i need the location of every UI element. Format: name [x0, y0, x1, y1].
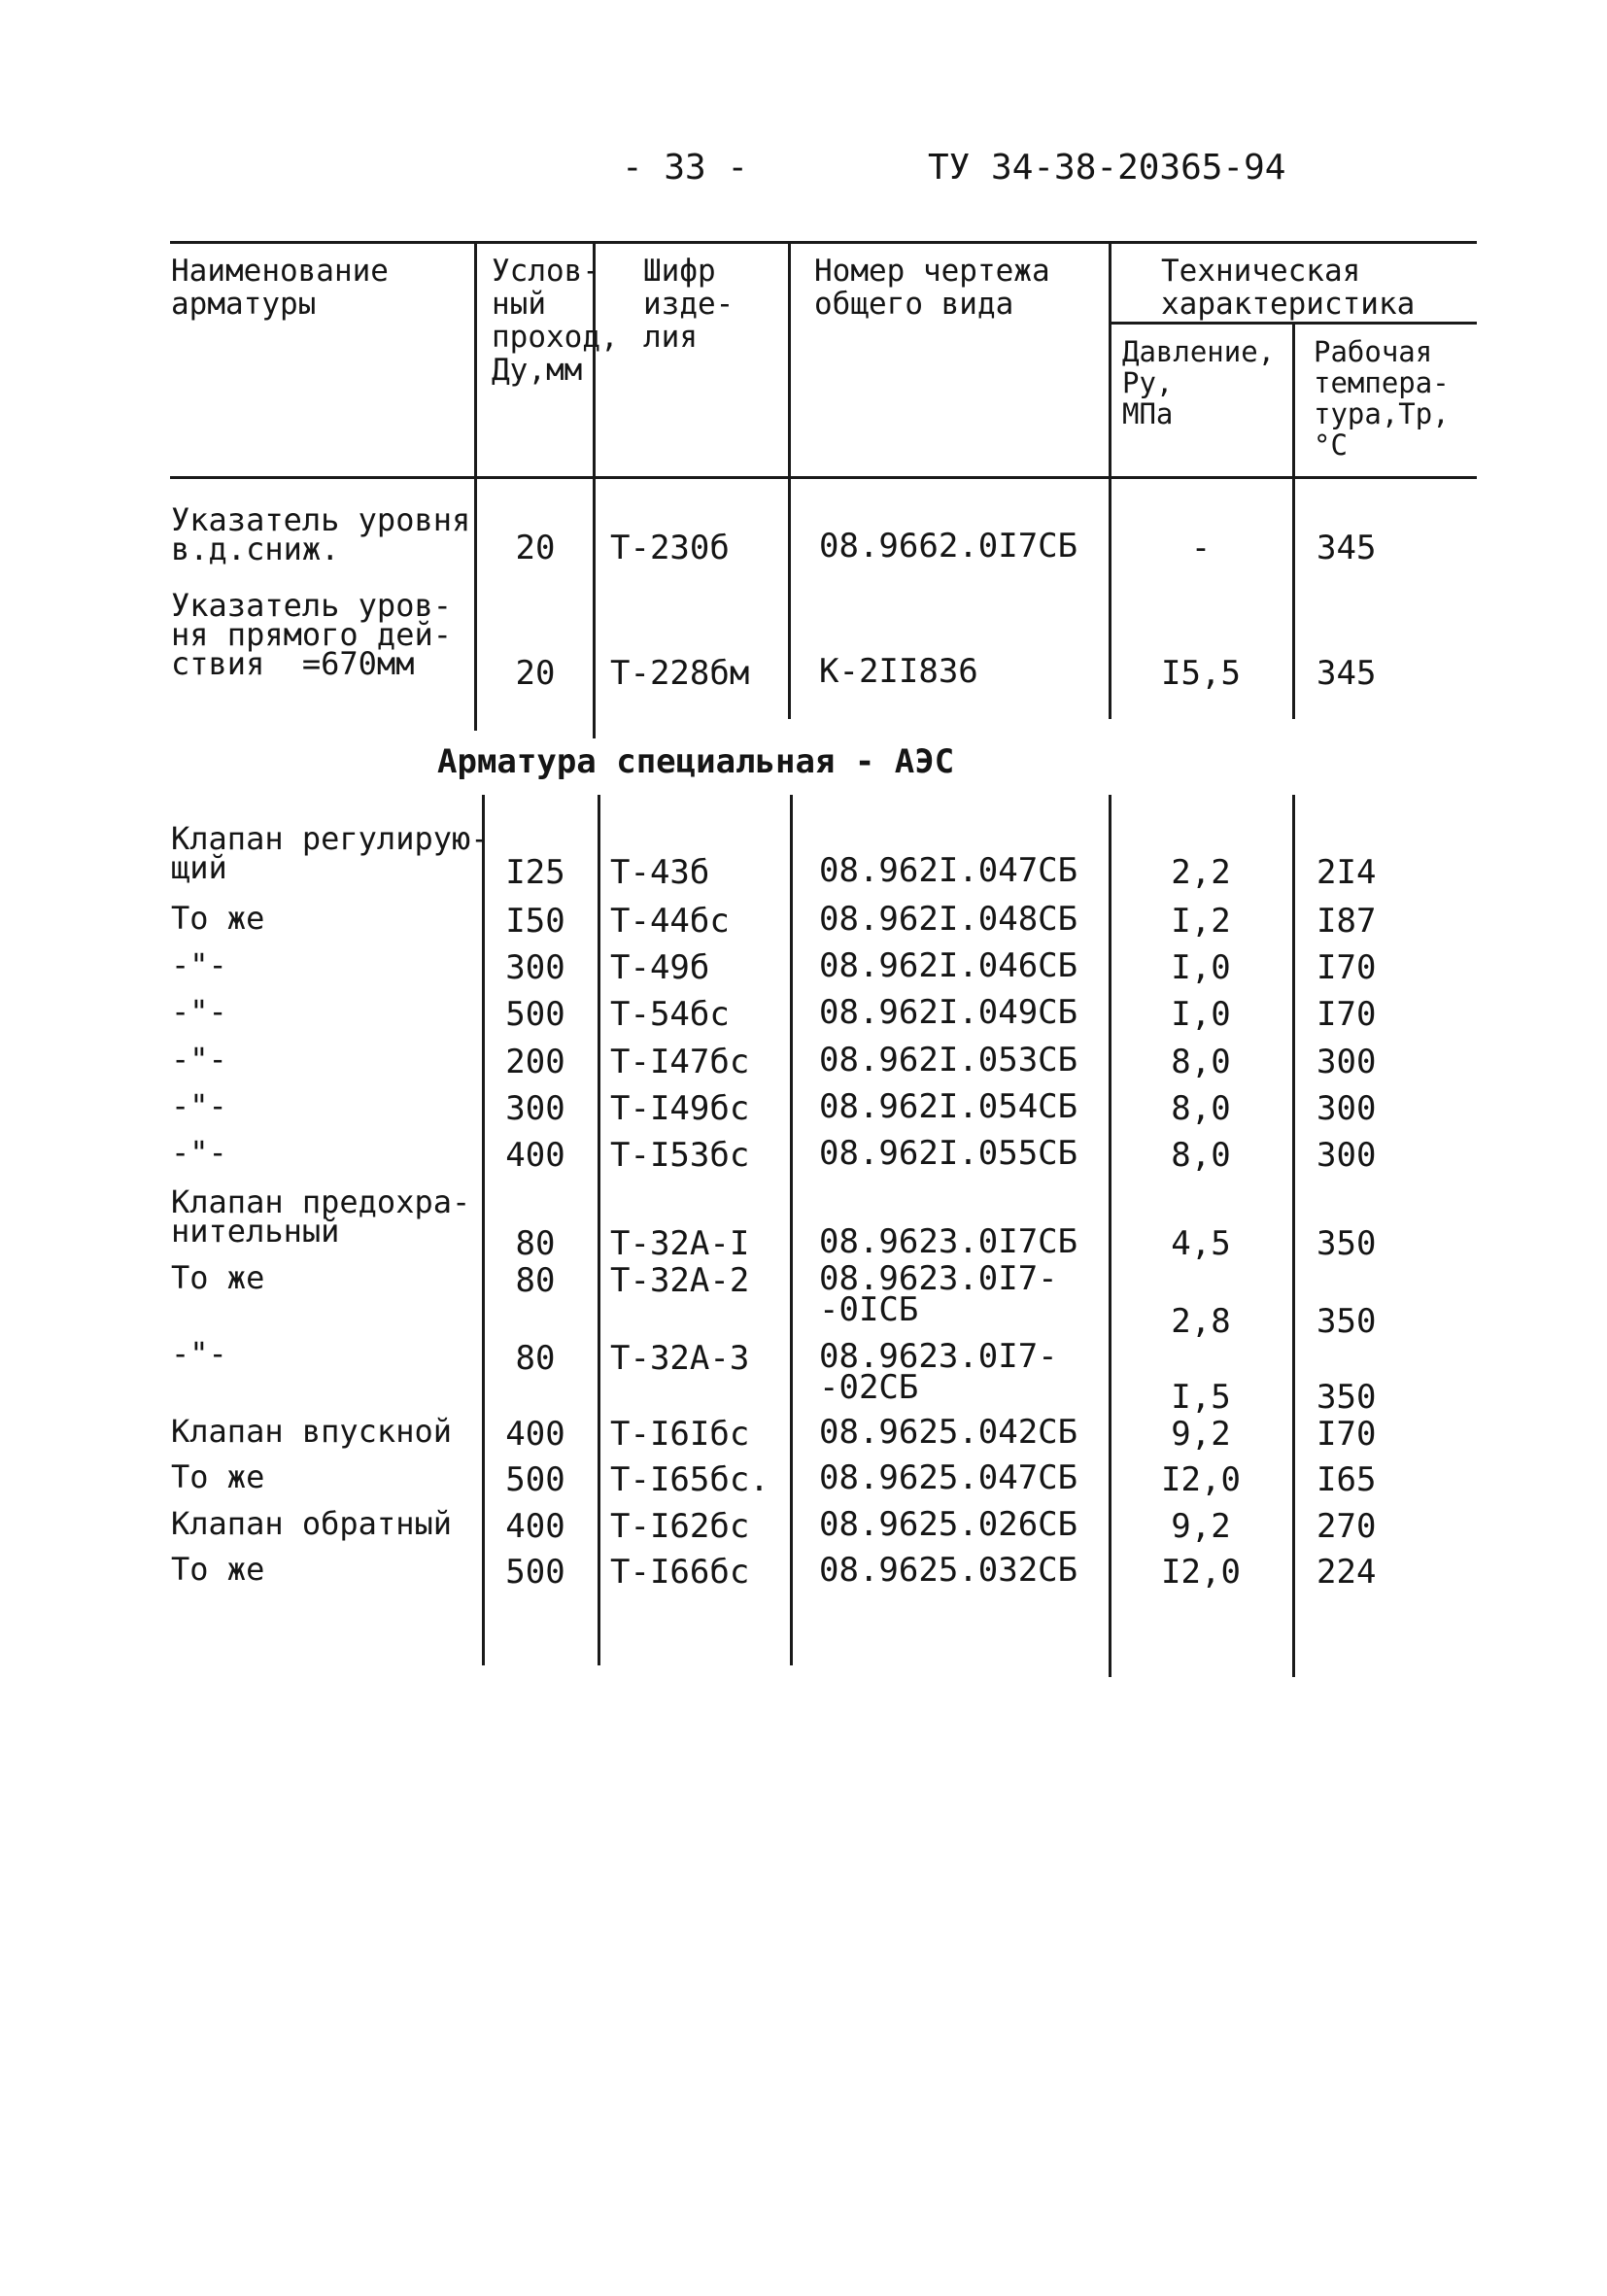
cell-temp: 350 — [1316, 1378, 1377, 1417]
cell-pressure: 9,2 — [1171, 1415, 1231, 1454]
cell-drawing: К-2II836 — [819, 652, 978, 691]
column-divider — [790, 795, 793, 1665]
cell-dn: 200 — [505, 1043, 565, 1081]
cell-name: -"- — [171, 1335, 227, 1372]
table-top-rule — [170, 241, 1477, 244]
cell-drawing: 08.9623.0I7- -0IСБ — [819, 1259, 1058, 1329]
cell-dn: 400 — [505, 1507, 565, 1546]
cell-name: То же — [171, 1458, 265, 1495]
cell-code: Т-I66бс — [610, 1553, 750, 1592]
cell-temp: I87 — [1316, 902, 1377, 941]
cell-temp: 300 — [1316, 1136, 1377, 1175]
cell-dn: 20 — [515, 654, 556, 693]
cell-temp: I70 — [1316, 1415, 1377, 1454]
cell-code: Т-44бс — [610, 902, 730, 941]
document-code: ТУ 34-38-20365-94 — [928, 148, 1286, 188]
cell-dn: 500 — [505, 995, 565, 1034]
cell-code: Т-32А-3 — [610, 1339, 750, 1378]
cell-pressure: 8,0 — [1171, 1043, 1231, 1081]
cell-code: Т-I65бс. — [610, 1460, 769, 1499]
cell-pressure: 8,0 — [1171, 1136, 1231, 1175]
cell-pressure: I,0 — [1171, 995, 1231, 1034]
cell-drawing: 08.962I.047СБ — [819, 851, 1078, 890]
column-divider — [788, 243, 791, 719]
header-code: Шифр изде- лия — [643, 254, 735, 355]
cell-drawing: 08.962I.055СБ — [819, 1134, 1078, 1173]
page-number: - 33 - — [622, 148, 749, 188]
cell-code: Т-I47бс — [610, 1043, 750, 1081]
cell-code: Т-230б — [610, 529, 730, 567]
cell-drawing: 08.962I.048СБ — [819, 900, 1078, 939]
cell-pressure: 4,5 — [1171, 1224, 1231, 1263]
cell-dn: 300 — [505, 1089, 565, 1128]
cell-pressure: I,5 — [1171, 1378, 1231, 1417]
column-divider — [1109, 795, 1111, 1677]
cell-name: -"- — [171, 993, 227, 1030]
cell-code: Т-32А-I — [610, 1224, 750, 1263]
cell-name: -"- — [171, 946, 227, 983]
header-bottom-rule — [170, 476, 1477, 479]
cell-code: Т-54бс — [610, 995, 730, 1034]
cell-dn: I25 — [505, 853, 565, 892]
cell-pressure: I,0 — [1171, 948, 1231, 987]
cell-name: Указатель уровня в.д.сниж. — [171, 501, 471, 567]
cell-dn: 400 — [505, 1415, 565, 1454]
header-dn: Услов- ный проход, Ду,мм — [492, 254, 619, 388]
cell-name: -"- — [171, 1041, 227, 1078]
cell-code: Т-I53бс — [610, 1136, 750, 1175]
cell-temp: 224 — [1316, 1553, 1377, 1592]
cell-code: Т-I6Iбс — [610, 1415, 750, 1454]
cell-code: Т-43б — [610, 853, 710, 892]
header-temp: Рабочая темпера- тура,Тр, °С — [1314, 335, 1450, 462]
cell-code: Т-I62бс — [610, 1507, 750, 1546]
header-drawing: Номер чертежа общего вида — [814, 254, 1050, 322]
header-pressure: Давление, Ру, МПа — [1122, 335, 1276, 430]
cell-dn: I50 — [505, 902, 565, 941]
cell-drawing: 08.9625.026СБ — [819, 1505, 1078, 1544]
cell-name: Клапан обратный — [171, 1505, 452, 1542]
cell-dn: 20 — [515, 529, 556, 567]
column-divider — [1109, 243, 1111, 719]
cell-temp: 345 — [1316, 529, 1377, 567]
cell-code: Т-49б — [610, 948, 710, 987]
cell-pressure: - — [1190, 529, 1212, 567]
cell-drawing: 08.962I.054СБ — [819, 1087, 1078, 1126]
cell-dn: 80 — [515, 1339, 556, 1378]
cell-temp: 2I4 — [1316, 853, 1377, 892]
cell-dn: 80 — [515, 1261, 556, 1300]
cell-drawing: 08.962I.049СБ — [819, 993, 1078, 1032]
cell-temp: 350 — [1316, 1224, 1377, 1263]
cell-drawing: 08.9662.0I7СБ — [819, 527, 1078, 565]
cell-name: То же — [171, 1551, 265, 1588]
cell-dn: 300 — [505, 948, 565, 987]
header-tech: Техническая характеристика — [1161, 254, 1416, 322]
cell-drawing: 08.962I.046СБ — [819, 946, 1078, 985]
cell-name: -"- — [171, 1134, 227, 1171]
cell-pressure: I2,0 — [1161, 1553, 1241, 1592]
cell-drawing: 08.9625.032СБ — [819, 1551, 1078, 1590]
cell-name: Клапан предохра- нительный — [171, 1183, 471, 1250]
cell-name: То же — [171, 900, 265, 937]
cell-pressure: 8,0 — [1171, 1089, 1231, 1128]
cell-name: -"- — [171, 1087, 227, 1124]
column-divider — [1292, 324, 1295, 719]
section-title: Арматура специальная - АЭС — [437, 742, 955, 781]
cell-pressure: I5,5 — [1161, 654, 1241, 693]
cell-pressure: 9,2 — [1171, 1507, 1231, 1546]
cell-drawing: 08.9623.0I7СБ — [819, 1222, 1078, 1261]
cell-pressure: 2,8 — [1171, 1302, 1231, 1341]
cell-temp: I70 — [1316, 948, 1377, 987]
cell-temp: 350 — [1316, 1302, 1377, 1341]
cell-dn: 500 — [505, 1553, 565, 1592]
cell-temp: 300 — [1316, 1089, 1377, 1128]
cell-name: Указатель уров- ня прямого дей- ствия =670мм — [171, 587, 452, 682]
cell-dn: 400 — [505, 1136, 565, 1175]
cell-drawing: 08.9623.0I7- -02СБ — [819, 1337, 1058, 1407]
cell-code: Т-228бм — [610, 654, 750, 693]
column-divider — [598, 795, 600, 1665]
cell-dn: 80 — [515, 1224, 556, 1263]
column-divider — [1292, 795, 1295, 1677]
cell-pressure: 2,2 — [1171, 853, 1231, 892]
cell-pressure: I,2 — [1171, 902, 1231, 941]
cell-temp: I70 — [1316, 995, 1377, 1034]
cell-name: Клапан регулирую- щий — [171, 820, 490, 886]
cell-name: Клапан впускной — [171, 1413, 452, 1450]
cell-temp: 270 — [1316, 1507, 1377, 1546]
cell-name: То же — [171, 1259, 265, 1296]
cell-temp: 345 — [1316, 654, 1377, 693]
header-name: Наименование арматуры — [171, 254, 389, 322]
cell-code: Т-32А-2 — [610, 1261, 750, 1300]
cell-temp: I65 — [1316, 1460, 1377, 1499]
cell-drawing: 08.9625.042СБ — [819, 1413, 1078, 1452]
cell-drawing: 08.962I.053СБ — [819, 1041, 1078, 1079]
cell-temp: 300 — [1316, 1043, 1377, 1081]
cell-dn: 500 — [505, 1460, 565, 1499]
cell-code: Т-I49бс — [610, 1089, 750, 1128]
cell-pressure: I2,0 — [1161, 1460, 1241, 1499]
cell-drawing: 08.9625.047СБ — [819, 1458, 1078, 1497]
